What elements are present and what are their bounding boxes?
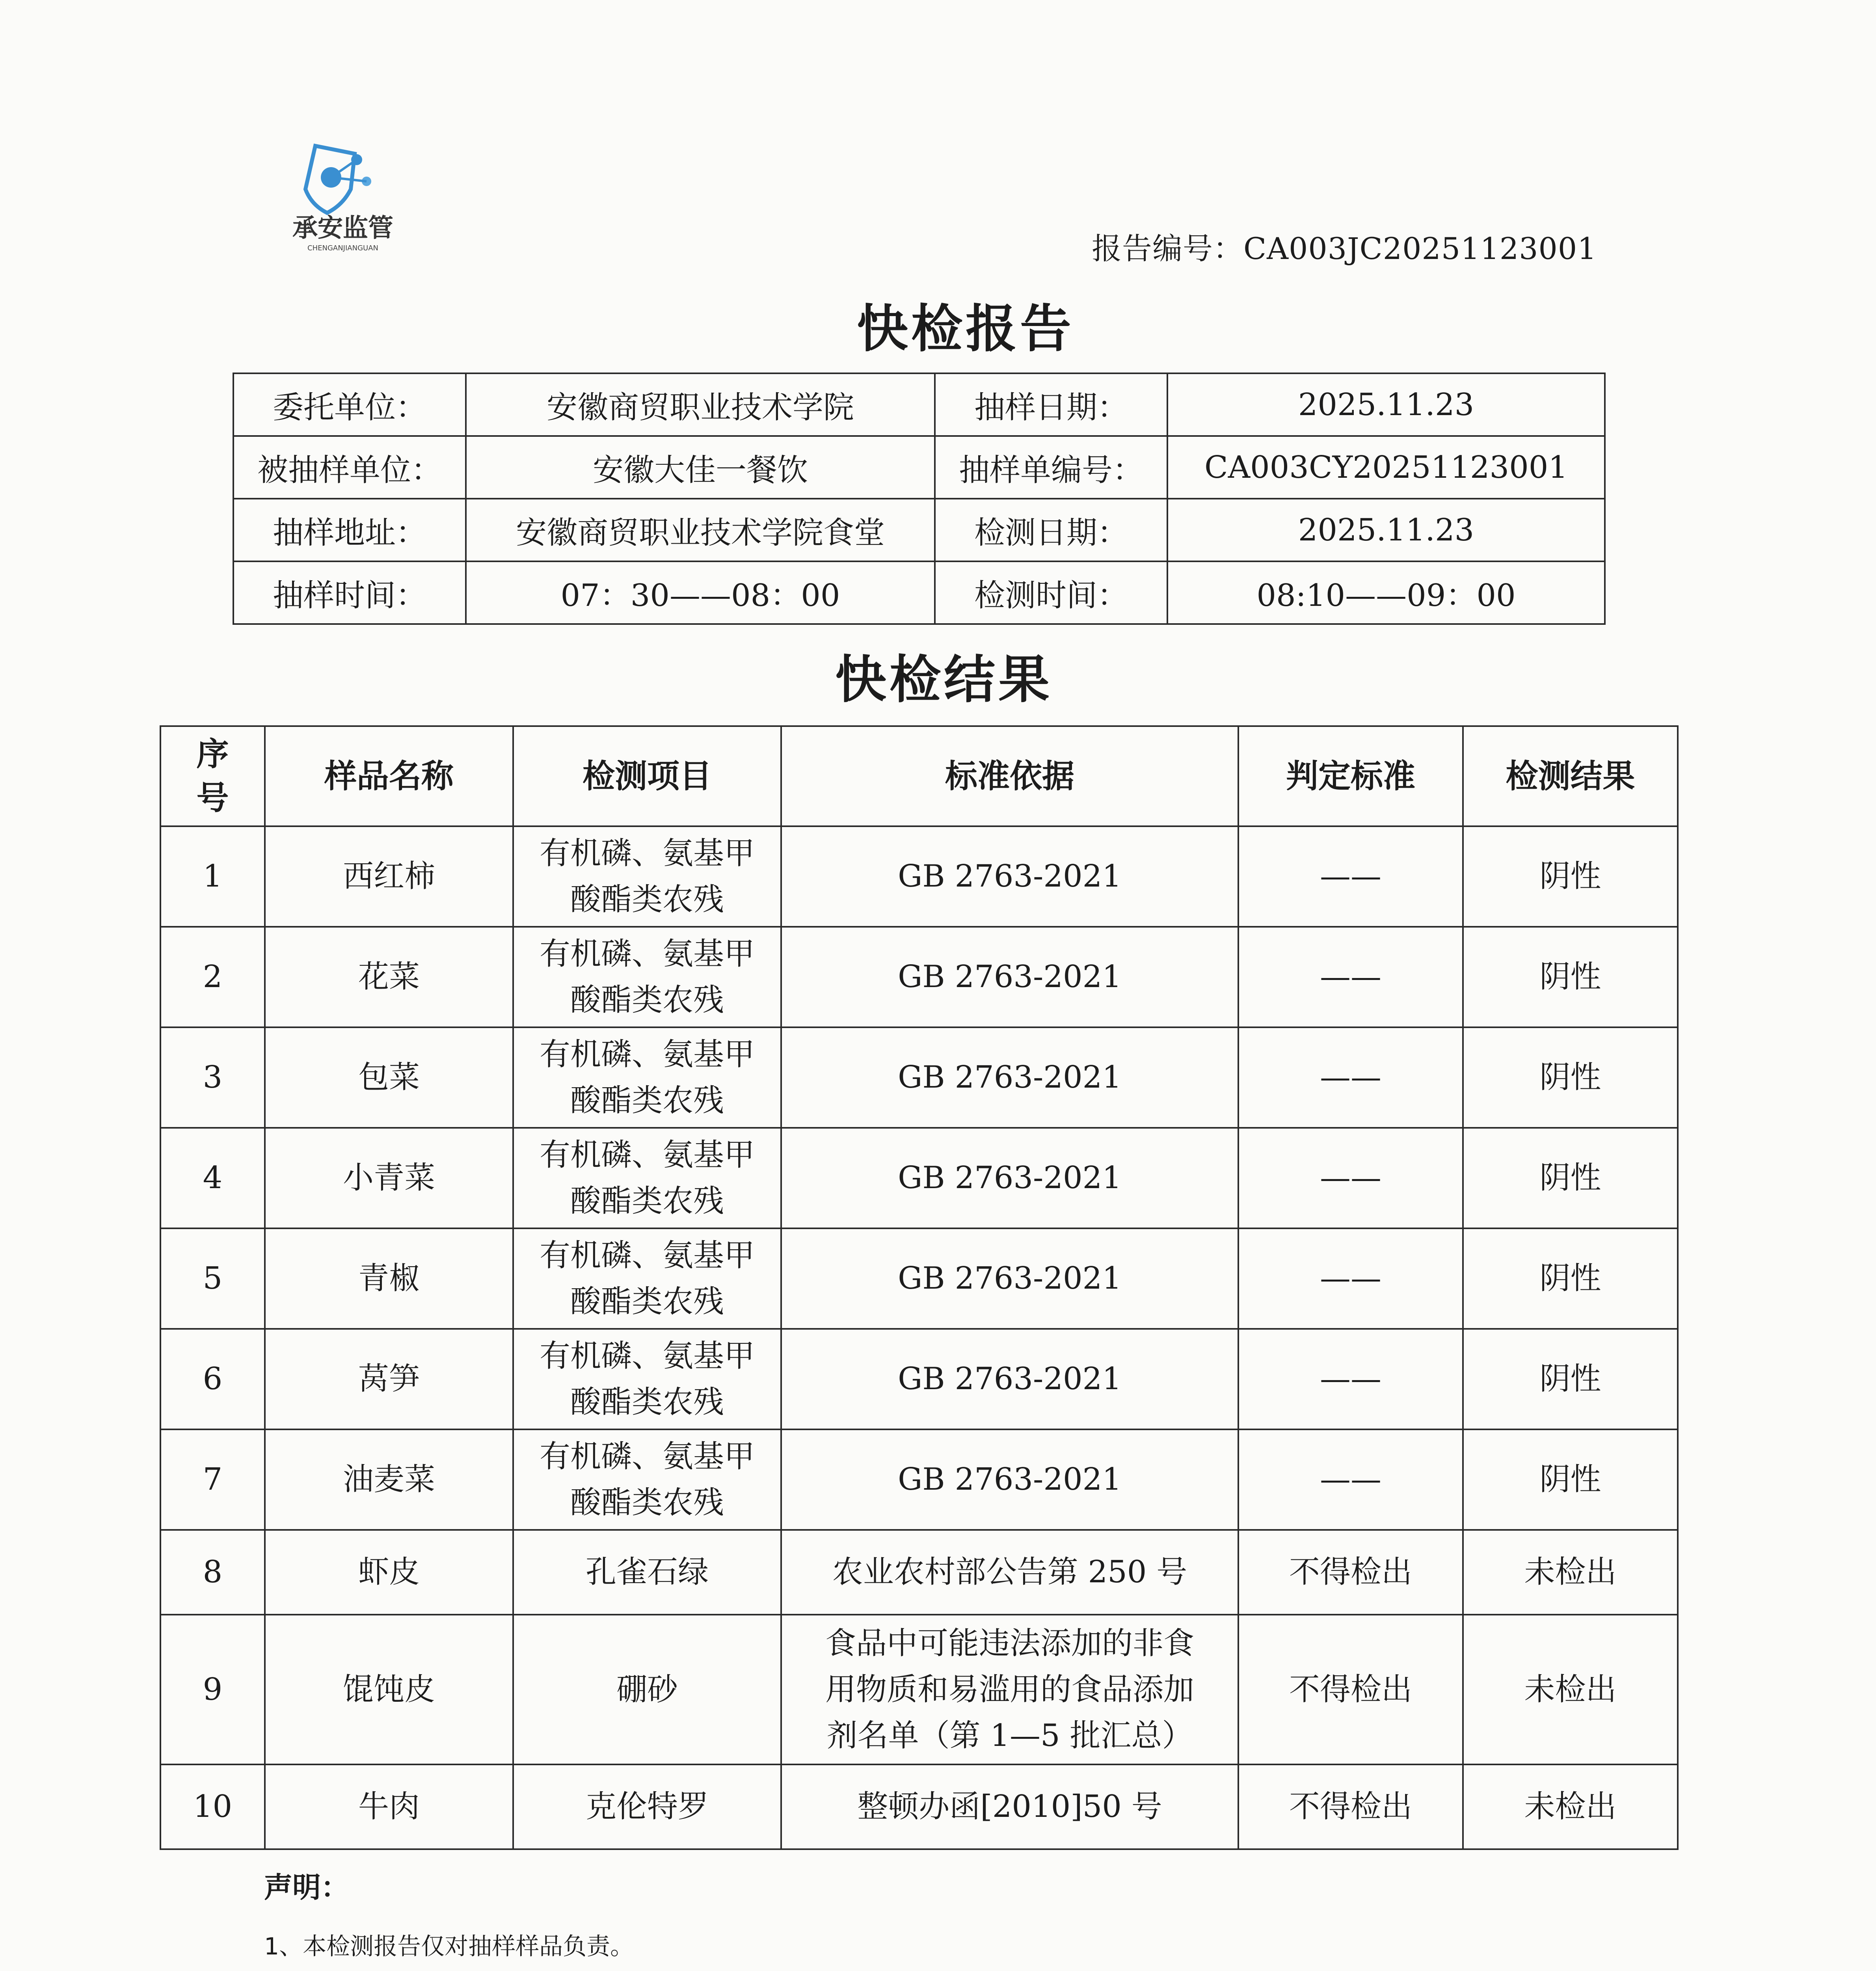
- row-name: 花菜: [265, 927, 513, 1027]
- row-item-l1: 有机磷、氨基甲: [539, 835, 755, 871]
- client-value: 安徽商贸职业技术学院: [466, 373, 935, 436]
- test-date-value: 2025.11.23: [1167, 499, 1605, 561]
- row-std: GB 2763-2021: [781, 1228, 1238, 1329]
- info-row: [233, 436, 1605, 499]
- row-item-l2: 酸酯类农残: [570, 881, 724, 917]
- table-row: [160, 927, 1678, 1027]
- row-name: 小青菜: [265, 1128, 513, 1228]
- row-name: 包菜: [265, 1027, 513, 1128]
- info-row: [233, 373, 1605, 436]
- row-std: GB 2763-2021: [781, 1128, 1238, 1228]
- row-criterion: 不得检出: [1238, 1615, 1463, 1764]
- sampled-unit-label: 被抽样单位：: [233, 436, 466, 499]
- col-header-no-l2: 号: [196, 779, 229, 817]
- row-criterion: 不得检出: [1238, 1764, 1463, 1849]
- row-result: 未检出: [1463, 1764, 1678, 1849]
- test-date-label: 检测日期：: [935, 499, 1167, 561]
- table-row: [160, 1615, 1678, 1764]
- col-header-std: 标准依据: [781, 726, 1238, 826]
- sample-no-label: 抽样单编号：: [935, 436, 1167, 499]
- row-no: 10: [160, 1764, 265, 1849]
- row-item-l1: 有机磷、氨基甲: [539, 936, 755, 972]
- row-item-l2: 酸酯类农残: [570, 1284, 724, 1319]
- table-row: [160, 1429, 1678, 1530]
- table-row: [160, 1228, 1678, 1329]
- row-std: 整顿办函[2010]50 号: [781, 1764, 1238, 1849]
- declaration-item: 1、本检测报告仅对抽样样品负责。: [264, 1933, 634, 1960]
- row-no: 1: [160, 826, 265, 927]
- row-std: [781, 1615, 1238, 1764]
- row-std-l3: 剂名单（第 1—5 批汇总）: [826, 1718, 1193, 1753]
- row-item-l1: 有机磷、氨基甲: [539, 1036, 755, 1072]
- row-criterion: ——: [1238, 927, 1463, 1027]
- row-std: GB 2763-2021: [781, 1329, 1238, 1429]
- row-name: 虾皮: [265, 1530, 513, 1615]
- col-header-name: 样品名称: [265, 726, 513, 826]
- row-name: 油麦菜: [265, 1429, 513, 1530]
- row-item-l1: 有机磷、氨基甲: [539, 1438, 755, 1474]
- row-item-l1: 有机磷、氨基甲: [539, 1237, 755, 1273]
- table-row: [160, 826, 1678, 927]
- row-item: [513, 1228, 781, 1329]
- col-header-no: [160, 726, 265, 826]
- row-no: 3: [160, 1027, 265, 1128]
- row-std: GB 2763-2021: [781, 1027, 1238, 1128]
- row-std-l2: 用物质和易滥用的食品添加: [825, 1671, 1194, 1707]
- row-result: 阴性: [1463, 1128, 1678, 1228]
- sampling-time-value: 07：30——08：00: [466, 561, 935, 624]
- row-item-l1: 有机磷、氨基甲: [539, 1137, 755, 1173]
- row-item: [513, 1128, 781, 1228]
- row-item: 孔雀石绿: [513, 1530, 781, 1615]
- table-row: [160, 1329, 1678, 1429]
- address-label: 抽样地址：: [233, 499, 466, 561]
- sampling-date-label: 抽样日期：: [935, 373, 1167, 436]
- row-criterion: ——: [1238, 1128, 1463, 1228]
- row-item-l2: 酸酯类农残: [570, 982, 724, 1018]
- row-criterion: ——: [1238, 826, 1463, 927]
- table-row: [160, 1027, 1678, 1128]
- row-criterion: ——: [1238, 1429, 1463, 1530]
- row-name: 莴笋: [265, 1329, 513, 1429]
- row-result: 阴性: [1463, 1027, 1678, 1128]
- logo-subtext: CHENGANJIANGUAN: [307, 244, 378, 252]
- test-time-value: 08:10——09：00: [1167, 561, 1605, 624]
- row-name: 牛肉: [265, 1764, 513, 1849]
- header-row: [160, 726, 1678, 826]
- row-result: 阴性: [1463, 1429, 1678, 1530]
- col-header-result: 检测结果: [1463, 726, 1678, 826]
- row-item: [513, 927, 781, 1027]
- row-result: 阴性: [1463, 1329, 1678, 1429]
- results-title: 快检结果: [835, 649, 1053, 710]
- row-std-l1: 食品中可能违法添加的非食: [825, 1625, 1194, 1661]
- row-result: 未检出: [1463, 1615, 1678, 1764]
- row-name: 馄饨皮: [265, 1615, 513, 1764]
- row-criterion: 不得检出: [1238, 1530, 1463, 1615]
- results-table: [160, 725, 1679, 1850]
- sampling-time-label: 抽样时间：: [233, 561, 466, 624]
- row-item: [513, 826, 781, 927]
- declaration-title: 声明：: [264, 1871, 350, 1904]
- row-criterion: ——: [1238, 1329, 1463, 1429]
- sample-no-value: CA003CY20251123001: [1167, 436, 1605, 499]
- row-result: 未检出: [1463, 1530, 1678, 1615]
- row-item: [513, 1027, 781, 1128]
- row-item-l2: 酸酯类农残: [570, 1384, 724, 1420]
- table-row: [160, 1128, 1678, 1228]
- row-item: [513, 1329, 781, 1429]
- row-no: 9: [160, 1615, 265, 1764]
- report-number: 报告编号：CA003JC20251123001: [1092, 231, 1597, 266]
- col-header-item: 检测项目: [513, 726, 781, 826]
- sampling-date-value: 2025.11.23: [1167, 373, 1605, 436]
- col-header-no-l1: 序: [196, 735, 229, 773]
- row-result: 阴性: [1463, 927, 1678, 1027]
- address-value: 安徽商贸职业技术学院食堂: [466, 499, 935, 561]
- row-item-l2: 酸酯类农残: [570, 1183, 724, 1219]
- row-no: 4: [160, 1128, 265, 1228]
- row-criterion: ——: [1238, 1228, 1463, 1329]
- logo-text: 承安监管: [292, 214, 393, 243]
- test-time-label: 检测时间：: [935, 561, 1167, 624]
- row-std: GB 2763-2021: [781, 826, 1238, 927]
- row-no: 2: [160, 927, 265, 1027]
- row-item: 硼砂: [513, 1615, 781, 1764]
- row-item-l2: 酸酯类农残: [570, 1485, 724, 1520]
- row-criterion: ——: [1238, 1027, 1463, 1128]
- info-row: [233, 561, 1605, 624]
- row-result: 阴性: [1463, 1228, 1678, 1329]
- company-logo: [272, 138, 414, 256]
- row-std: GB 2763-2021: [781, 927, 1238, 1027]
- col-header-criterion: 判定标准: [1238, 726, 1463, 826]
- row-no: 8: [160, 1530, 265, 1615]
- row-item-l2: 酸酯类农残: [570, 1082, 724, 1118]
- row-name: 青椒: [265, 1228, 513, 1329]
- row-item: 克伦特罗: [513, 1764, 781, 1849]
- row-item-l1: 有机磷、氨基甲: [539, 1338, 755, 1374]
- table-row: [160, 1530, 1678, 1615]
- row-no: 7: [160, 1429, 265, 1530]
- row-no: 5: [160, 1228, 265, 1329]
- row-item: [513, 1429, 781, 1530]
- row-result: 阴性: [1463, 826, 1678, 927]
- client-label: 委托单位：: [233, 373, 466, 436]
- row-name: 西红柿: [265, 826, 513, 927]
- row-std: 农业农村部公告第 250 号: [781, 1530, 1238, 1615]
- row-no: 6: [160, 1329, 265, 1429]
- row-std: GB 2763-2021: [781, 1429, 1238, 1530]
- info-table: [233, 373, 1606, 625]
- table-row: [160, 1764, 1678, 1849]
- report-title: 快检报告: [856, 298, 1074, 359]
- info-row: [233, 499, 1605, 561]
- sampled-unit-value: 安徽大佳一餐饮: [466, 436, 935, 499]
